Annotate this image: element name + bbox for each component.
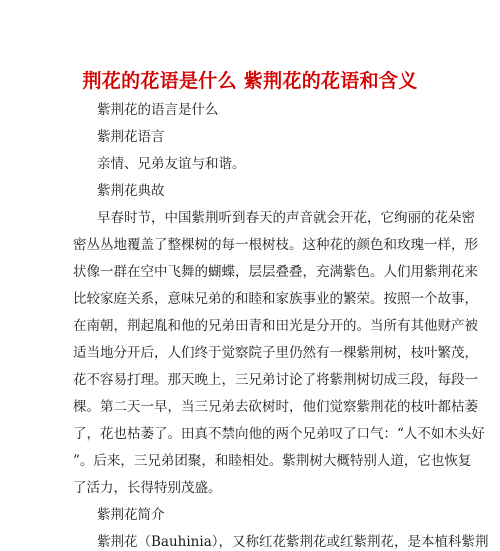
section-heading-language: 紫荆花语言: [97, 129, 165, 145]
story-line: 花不容易打理。那天晚上，三兄弟讨论了将紫荆树切成三段，每段一: [73, 372, 478, 388]
paragraph-meaning: 亲情、兄弟友谊与和谐。: [97, 156, 246, 172]
story-line: ”。后来，三兄弟团聚，和睦相处。紫荆树大概特别人道，它也恢复: [73, 453, 472, 469]
story-line: 在南朝，荆起胤和他的兄弟田青和田光是分开的。当所有其他财产被: [73, 318, 478, 334]
story-line: 状像一群在空中飞舞的蝴蝶，层层叠叠，充满紫色。人们用紫荆花来: [73, 264, 478, 280]
paragraph-question: 紫荆花的语言是什么: [97, 102, 219, 118]
story-line: 早春时节，中国紫荆听到春天的声音就会开花，它绚丽的花朵密: [97, 210, 475, 226]
document-title: 荆花的花语是什么 紫荆花的花语和含义: [82, 70, 418, 92]
story-line: 密丛丛地覆盖了整棵树的每一根树枝。这种花的颜色和玫瑰一样，形: [73, 237, 478, 253]
story-line: 棵。第二天一早，当三兄弟去砍树时，他们觉察紫荆花的枝叶都枯萎: [73, 399, 478, 415]
intro-line: 紫荆花（Bauhinia），又称红花紫荆花或红紫荆花，是本植科紫荆: [97, 534, 489, 550]
section-heading-story: 紫荆花典故: [97, 183, 165, 199]
story-line: 适当地分开后，人们终于觉察院子里仍然有一棵紫荆树，枝叶繁茂，: [73, 345, 478, 361]
story-line: 了活力，长得特别茂盛。: [73, 480, 222, 496]
section-heading-intro: 紫荆花简介: [97, 507, 165, 523]
story-line: 比较家庭关系，意味兄弟的和睦和家族事业的繁荣。按照一个故事，: [73, 291, 478, 307]
story-line: 了，花也枯萎了。田真不禁向他的两个兄弟叹了口气：“人不如木头好: [73, 426, 485, 442]
